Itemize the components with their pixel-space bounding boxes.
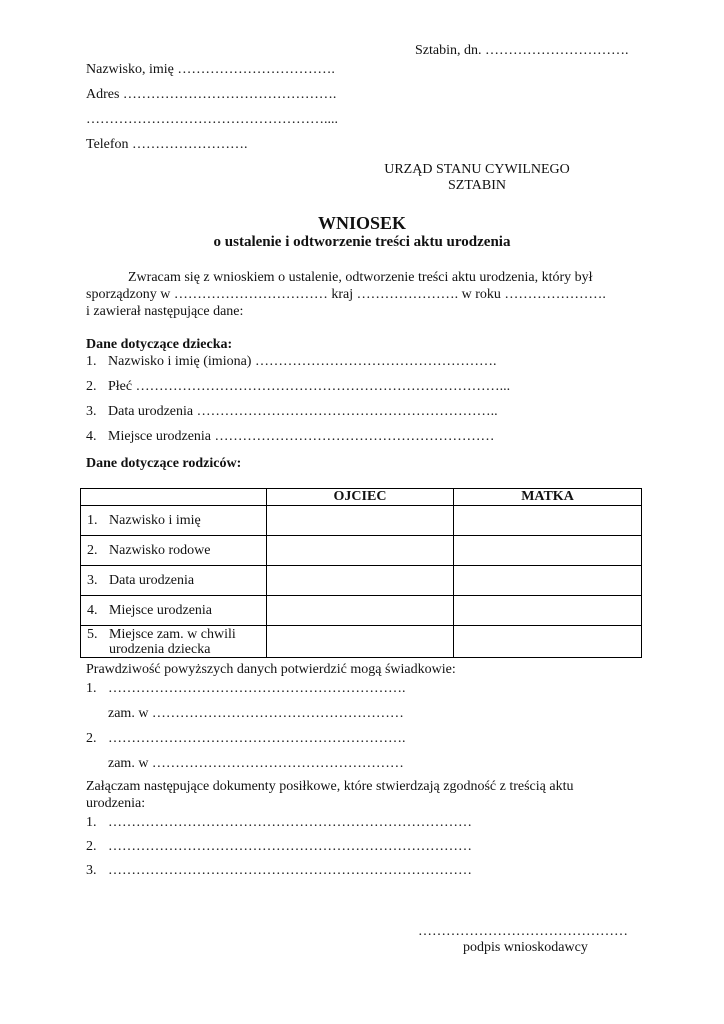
address-continued-field: …………………………………………….... [86, 112, 338, 127]
attachment-item [86, 816, 472, 830]
item-number: 3. [86, 404, 97, 419]
witness-address: zam. w ……………………………………………… [108, 756, 404, 771]
row-label-text: Nazwisko i imię [109, 512, 201, 528]
form-title: WNIOSEK [317, 213, 407, 233]
row-label-text: Miejsce zam. w chwili [109, 626, 236, 642]
witness-item [86, 682, 406, 696]
child-item [86, 405, 498, 419]
phone-field: Telefon ……………………. [86, 137, 248, 152]
mother-cell[interactable] [454, 506, 642, 536]
mother-cell[interactable] [454, 536, 642, 566]
table-row [81, 626, 642, 658]
father-cell[interactable] [267, 596, 454, 626]
child-item [86, 380, 510, 394]
father-cell[interactable] [267, 626, 454, 658]
mother-column-header: MATKA [454, 489, 642, 506]
item-number: 2. [86, 731, 97, 746]
attachments-heading-line-1: Załączam następujące dokumenty posiłkowe, które stwierdzają zgodność z treścią aktu [86, 779, 574, 794]
row-label [81, 626, 267, 658]
father-cell[interactable] [267, 566, 454, 596]
row-label [81, 506, 267, 536]
table-row [81, 536, 642, 566]
item-number: 3. [86, 863, 97, 878]
attachment-item [86, 840, 472, 854]
item-number: 4. [86, 429, 97, 444]
attachment-line: …………………………………………………………………… [108, 863, 472, 878]
item-text: Miejsce urodzenia …………………………………………………… [108, 429, 495, 444]
table-row [81, 596, 642, 626]
intro-line-3: i zawierał następujące dane: [86, 304, 244, 319]
attachment-item [86, 864, 472, 878]
table-header-row [81, 489, 642, 506]
row-label [81, 566, 267, 596]
row-label [81, 596, 267, 626]
item-number: 2. [86, 379, 97, 394]
parents-data-heading: Dane dotyczące rodziców: [86, 456, 242, 471]
place-date-field: Sztabin, dn. …………………………. [415, 43, 629, 58]
row-number: 1. [87, 512, 98, 528]
item-number: 1. [86, 815, 97, 830]
row-number: 4. [87, 602, 98, 618]
row-label-text: Miejsce urodzenia [109, 602, 213, 618]
mother-cell[interactable] [454, 626, 642, 658]
mother-cell[interactable] [454, 566, 642, 596]
father-cell[interactable] [267, 506, 454, 536]
row-number: 5. [87, 626, 98, 642]
item-number: 1. [86, 681, 97, 696]
addressee-office: URZĄD STANU CYWILNEGO [384, 162, 570, 177]
table-row [81, 566, 642, 596]
child-item [86, 430, 495, 444]
row-number: 3. [87, 572, 98, 588]
item-text: Płeć ……………………………………………………………………... [108, 379, 511, 394]
row-label-text: Nazwisko rodowe [109, 542, 211, 558]
item-number: 2. [86, 839, 97, 854]
row-label-text: Data urodzenia [109, 572, 195, 588]
witness-name-line: ………………………………………………………. [108, 731, 406, 746]
parents-table [80, 488, 642, 658]
signature-caption: podpis wnioskodawcy [463, 940, 588, 955]
attachments-heading-line-2: urodzenia: [86, 796, 146, 811]
child-data-heading: Dane dotyczące dziecka: [86, 337, 233, 352]
row-number: 2. [87, 542, 98, 558]
attachment-line: …………………………………………………………………… [108, 815, 472, 830]
witness-name-line: ………………………………………………………. [108, 681, 406, 696]
item-text: Nazwisko i imię (imiona) ……………………………………………. [108, 354, 497, 369]
child-item [86, 355, 496, 369]
item-text: Data urodzenia ……………………………………………………….. [108, 404, 498, 419]
address-field: Adres ………………………………………. [86, 87, 337, 102]
father-cell[interactable] [267, 536, 454, 566]
mother-cell[interactable] [454, 596, 642, 626]
surname-name-field: Nazwisko, imię ……………………………. [86, 62, 335, 77]
witness-item [86, 732, 406, 746]
intro-line-1: Zwracam się z wnioskiem o ustalenie, odtworzenie treści aktu urodzenia, który był [128, 270, 593, 285]
form-subtitle: o ustalenie i odtworzenie treści aktu urodzenia [213, 234, 511, 250]
intro-line-2: sporządzony w …………………………… kraj …………………. w roku …………………. [86, 287, 606, 302]
attachment-line: …………………………………………………………………… [108, 839, 472, 854]
signature-line: ……………………………………… [418, 924, 628, 939]
father-column-header: OJCIEC [267, 489, 454, 506]
row-label-text-continued: urodzenia dziecka [109, 641, 211, 657]
table-row [81, 506, 642, 536]
addressee-town: SZTABIN [448, 178, 506, 193]
witness-address: zam. w ……………………………………………… [108, 706, 404, 721]
table-corner-cell [81, 489, 267, 506]
row-label [81, 536, 267, 566]
witnesses-heading: Prawdziwość powyższych danych potwierdzić mogą świadkowie: [86, 662, 456, 677]
item-number: 1. [86, 354, 97, 369]
